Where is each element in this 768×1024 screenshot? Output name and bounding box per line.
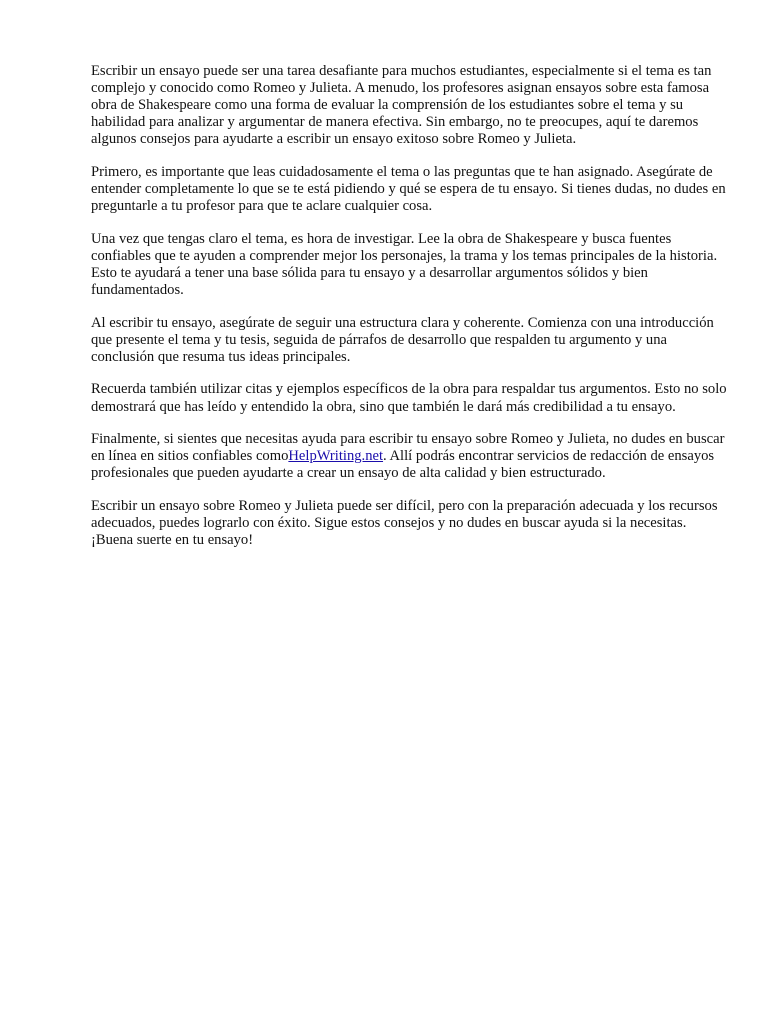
paragraph-help [91,431,731,482]
paragraph-help-after: . Allí podrás encontrar servicios de redacción de ensayos profesionales que pueden ayudarte a crear un ensayo de alta calidad y bien estructurado. [91,448,715,482]
paragraph-intro: Escribir un ensayo puede ser una tarea desafiante para muchos estudiantes, especialmente si el tema es tan complejo y conocido como Romeo y Julieta. A menudo, los profesores asignan ensayos sobre esta famosa obra de Shakespeare como una forma de evaluar la comprensión de los estudiantes sobre el tema y su habilidad para analizar y argumentar de manera efectiva. Sin embargo, no te preocupes, aquí te daremos algunos consejos para ayudarte a escribir un ensayo exitoso sobre Romeo y Julieta. [91,63,712,148]
paragraph-structure: Al escribir tu ensayo, asegúrate de seguir una estructura clara y coherente. Comienza con una introducción que presente el tema y tu tesis, seguida de párrafos de desarrollo que respalden tu argumento y una conclusión que resuma tus ideas principales. [91,314,714,365]
paragraph-help-before: Finalmente, si sientes que necesitas ayuda para escribir tu ensayo sobre Romeo y Julieta, no dudes en buscar en línea en sitios confiables como [91,431,725,465]
paragraph-research: Una vez que tengas claro el tema, es hora de investigar. Lee la obra de Shakespeare y busca fuentes confiables que te ayuden a comprender mejor los personajes, la trama y los temas principales de la historia. Esto te ayudará a tener una base sólida para tu ensayo y a desarrollar argumentos sólidos y bien fundamentados. [91,230,718,299]
paragraph-first-step: Primero, es importante que leas cuidadosamente el tema o las preguntas que te han asignado. Asegúrate de entender completamente lo que se te está pidiendo y qué se espera de tu ensayo. Si tienes dudas, no dudes en preguntarle a tu profesor para que te aclare cualquier cosa. [91,163,726,215]
document-body [91,63,731,565]
helpwriting-link[interactable]: HelpWriting.net [288,448,384,465]
paragraph-closing: Escribir un ensayo sobre Romeo y Julieta puede ser difícil, pero con la preparación adecuada y los recursos adecuados, puedes lograrlo con éxito. Sigue estos consejos y no dudes en buscar ayuda si la necesitas. ¡Buena suerte en tu ensayo! [91,497,718,549]
paragraph-citations: Recuerda también utilizar citas y ejemplos específicos de la obra para respaldar tus argumentos. Esto no solo demostrará que has leído y entendido la obra, sino que también le dará más credibilidad a tu ensayo. [91,381,727,415]
